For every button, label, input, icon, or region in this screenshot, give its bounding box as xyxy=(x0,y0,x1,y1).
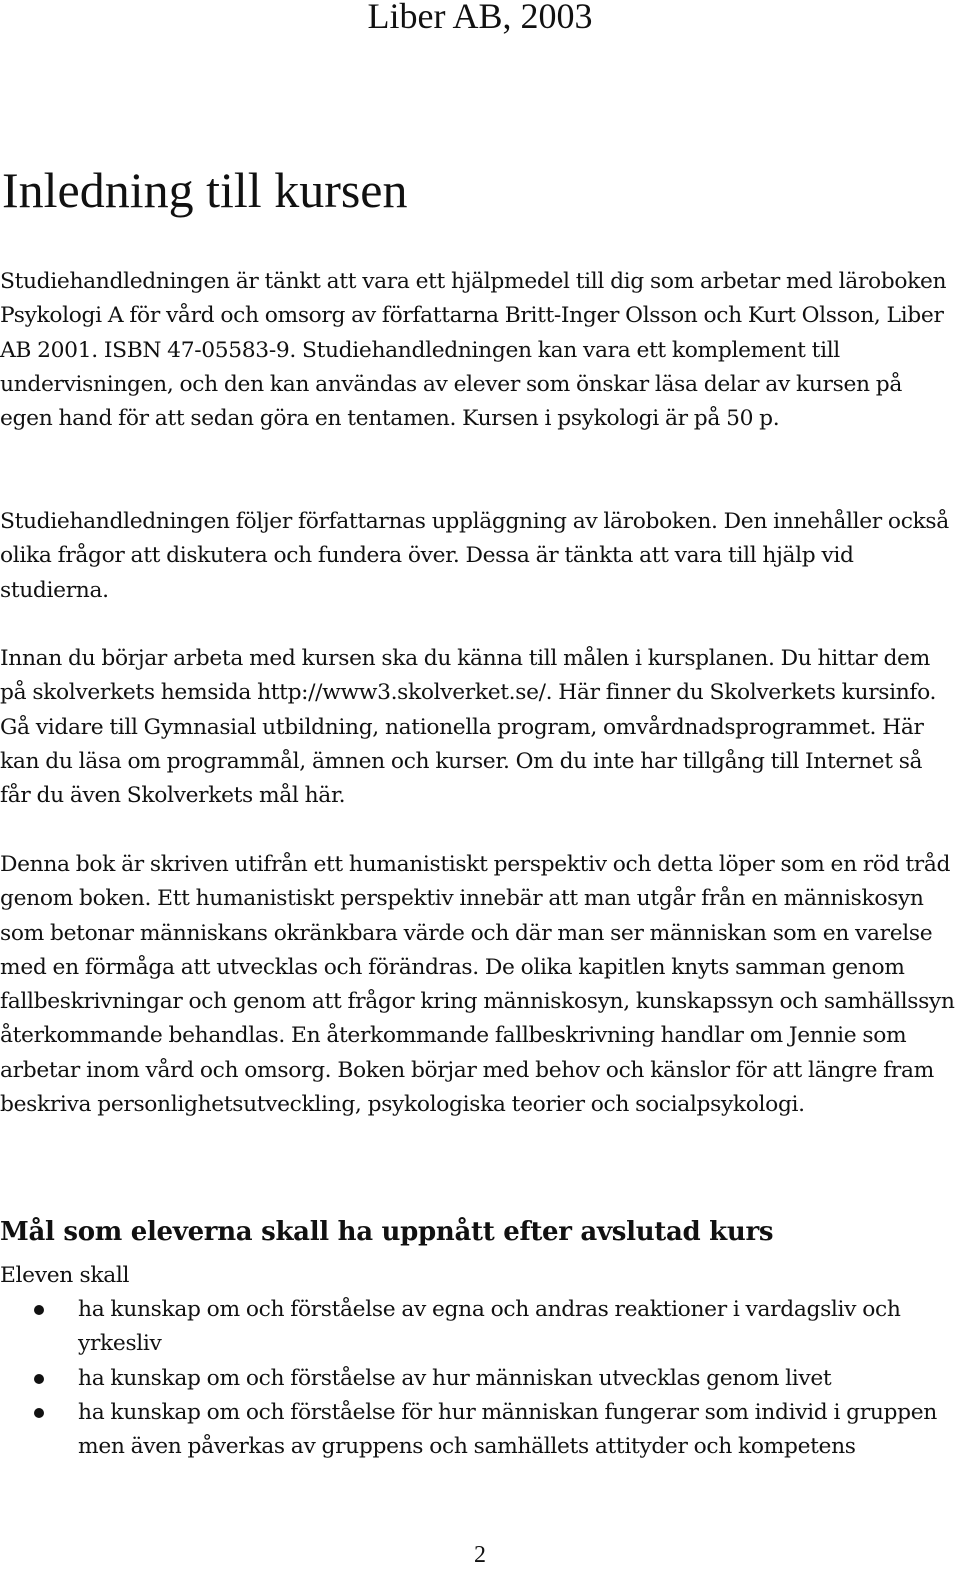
perspective-paragraph: Denna bok är skriven utifrån ett humanistiskt perspektiv och detta löper som en röd tråd genom boken. Ett humanistiskt perspektiv innebär att man utgår från en människosyn som betonar människans okränkbara värde och där man ser människan som en varelse med en förmåga att utvecklas och förändras. De olika kapitlen knyts samman genom fallbeskrivningar och genom att frågor kring människosyn, kunskapssyn och samhällssyn återkommande behandlas. En återkommande fallbeskrivning handlar om Jennie som arbetar inom vård och omsorg. Boken börjar med behov och känslor för att längre fram beskriva personlighetsutveckling, psykologiska teorier och socialpsykologi. xyxy=(0,852,955,1118)
goals-list xyxy=(0,1293,955,1464)
curriculum-paragraph: Innan du börjar arbeta med kursen ska du känna till målen i kursplanen. Du hittar dem på skolverkets hemsida http://www3.skolverket.se/. Här finner du Skolverkets kursinfo. Gå vidare till Gymnasial utbildning, nationella program, omvårdnadsprogrammet. Här kan du läsa om programmål, ämnen och kurser. Om du inte har tillgång till Internet så får du även Skolverkets mål här. xyxy=(0,646,937,809)
page-number: 2 xyxy=(474,1542,486,1568)
goal-text: ha kunskap om och förståelse för hur människan fungerar som individ i gruppen men även påverkas av gruppens och samhällets attityder och kompetens xyxy=(78,1399,937,1460)
bullet-icon xyxy=(34,1305,44,1315)
list-item xyxy=(0,1396,955,1465)
goals-heading: Mål som eleverna skall ha uppnått efter avslutad kurs xyxy=(0,1217,774,1247)
page-title: Inledning till kursen xyxy=(2,162,408,218)
page-header: Liber AB, 2003 xyxy=(367,0,593,36)
goal-text: ha kunskap om och förståelse av hur människan utvecklas genom livet xyxy=(78,1365,832,1391)
goal-text: ha kunskap om och förståelse av egna och andras reaktioner i vardagsliv och yrkesliv xyxy=(78,1297,901,1357)
list-item xyxy=(0,1293,955,1362)
goals-lead: Eleven skall xyxy=(0,1263,130,1288)
intro-paragraph: Studiehandledningen är tänkt att vara ett hjälpmedel till dig som arbetar med läroboken Psykologi A för vård och omsorg av författarna Britt-Inger Olsson och Kurt Olsson, Liber AB 2001. ISBN 47-05583-9. Studiehandledningen kan vara ett komplement till undervisningen, och den kan användas av elever som önskar läsa delar av kursen på egen hand för att sedan göra en tentamen. Kursen i psykologi är på 50 p. xyxy=(0,269,947,432)
structure-paragraph: Studiehandledningen följer författarnas uppläggning av läroboken. Den innehåller också olika frågor att diskutera och fundera över. Dessa är tänkta att vara till hjälp vid studierna. xyxy=(0,509,949,603)
bullet-icon xyxy=(34,1408,44,1418)
bullet-icon xyxy=(34,1374,44,1384)
list-item xyxy=(0,1362,955,1396)
